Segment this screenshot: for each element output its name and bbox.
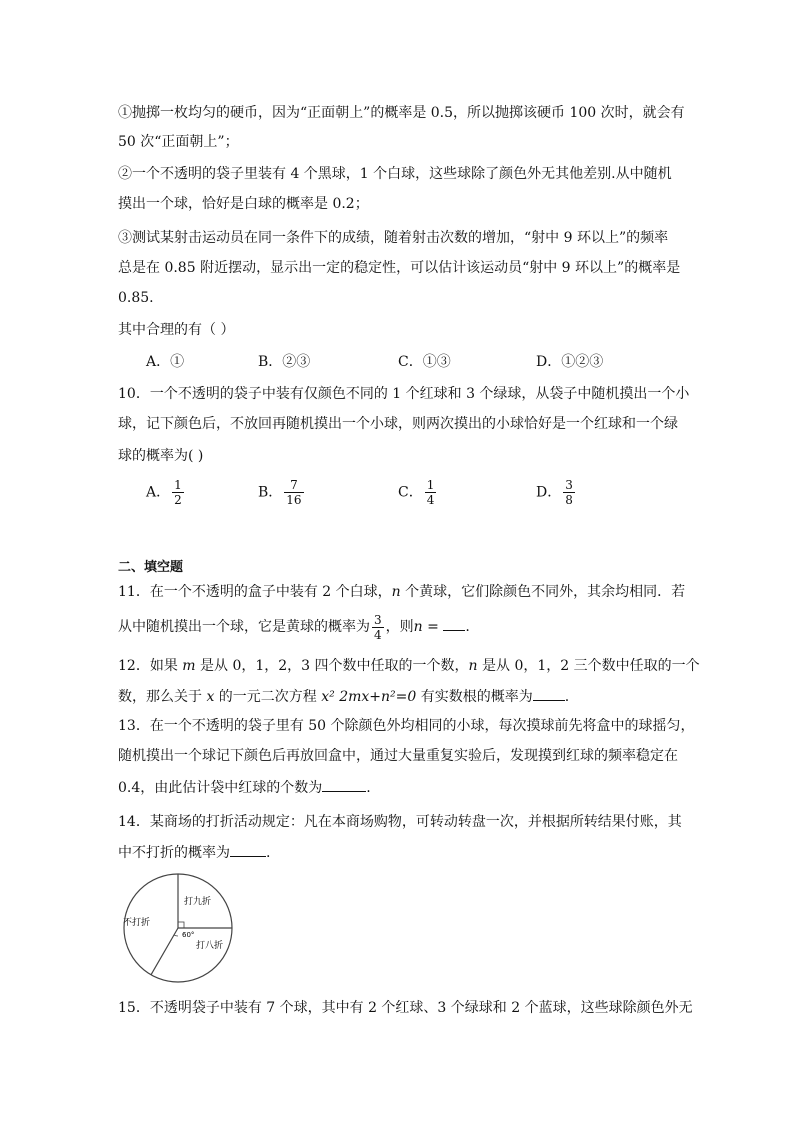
q12-text-d: 数，那么关于 bbox=[118, 689, 207, 705]
q12-text-b: 是从 0，1，2，3 四个数中任取的一个数， bbox=[195, 658, 469, 674]
q13-end: . bbox=[366, 780, 371, 796]
q12-answer-blank[interactable] bbox=[533, 686, 565, 701]
q10-option-b-num: 7 bbox=[284, 478, 303, 493]
q11-fraction bbox=[372, 613, 384, 642]
q11-var-n: n bbox=[391, 584, 401, 600]
q11-text-b: 个黄球，它们除颜色不同外，其余均相同．若 bbox=[400, 584, 686, 600]
q13-answer-blank[interactable] bbox=[322, 777, 366, 792]
q14-answer-blank[interactable] bbox=[230, 842, 266, 857]
q12-var-n: n bbox=[468, 658, 478, 674]
q10-line2: 球，记下颜色后，不放回再随机摸出一个小球，则两次摸出的小球恰好是一个红球和一个绿 bbox=[118, 416, 678, 432]
q10-option-d-label: D． bbox=[536, 484, 562, 501]
q9-option-b[interactable]: B．②③ bbox=[258, 354, 311, 370]
q11-text-a: 11．在一个不透明的盒子中装有 2 个白球， bbox=[118, 584, 392, 600]
q14-line2 bbox=[118, 842, 270, 863]
q10-line3: 球的概率为( ) bbox=[118, 448, 204, 464]
q9-s3-line3: 0.85. bbox=[118, 290, 154, 306]
wheel-label-90pct: 打九折 bbox=[184, 897, 212, 907]
q12-line1 bbox=[118, 656, 700, 676]
q10-option-c-num: 1 bbox=[426, 478, 435, 492]
discount-wheel-diagram bbox=[118, 870, 240, 986]
q10-option-c[interactable] bbox=[398, 478, 438, 507]
q13-line2: 随机摸出一个球记下颜色后再放回盒中，通过大量重复实验后，发现摸到红球的频率稳定在 bbox=[118, 748, 678, 764]
q12-end: . bbox=[564, 689, 570, 705]
wheel-label-no-discount: 不打折 bbox=[123, 918, 151, 928]
q10-option-d-fraction bbox=[563, 478, 575, 507]
section-heading-fill-in: 二、填空题 bbox=[118, 560, 184, 575]
q10-option-b[interactable] bbox=[258, 478, 306, 507]
q10-option-a[interactable] bbox=[146, 478, 186, 507]
q10-option-b-label: B． bbox=[258, 484, 283, 501]
q12-text-e: 的一元二次方程 bbox=[214, 689, 322, 705]
q10-option-c-fraction bbox=[425, 478, 437, 507]
q10-line1: 10．一个不透明的袋子中装有仅颜色不同的 1 个红球和 3 个绿球，从袋子中随机摸出一个小 bbox=[118, 386, 690, 402]
q11-answer-blank[interactable] bbox=[443, 616, 465, 631]
q10-option-d-den: 8 bbox=[565, 493, 573, 507]
q10-option-a-label: A． bbox=[146, 484, 171, 501]
angle-arc bbox=[174, 935, 178, 936]
q10-option-b-den: 16 bbox=[286, 493, 302, 507]
q11-line1 bbox=[118, 582, 685, 602]
q10-option-a-fraction bbox=[172, 478, 184, 507]
q12-var-m: m bbox=[182, 658, 196, 674]
q14-line1: 14．某商场的打折活动规定：凡在本商场购物，可转动转盘一次，并根据所转结果付账，其 bbox=[118, 814, 682, 830]
q11-line2 bbox=[118, 610, 470, 644]
q12-text-a: 12．如果 bbox=[118, 658, 183, 674]
q12-text-c: 是从 0，1，2 三个数中任取的一个 bbox=[477, 658, 700, 674]
q9-option-a[interactable]: A．① bbox=[146, 354, 185, 370]
wheel-label-80pct: 打八折 bbox=[196, 941, 224, 951]
q9-ask: 其中合理的有（ ） bbox=[118, 322, 235, 338]
q9-s1-line1: ①抛掷一枚均匀的硬币，因为“正面朝上”的概率是 0.5，所以抛掷该硬币 100 次时，就会有 bbox=[118, 105, 685, 121]
q13-line3 bbox=[118, 777, 371, 798]
right-angle-mark bbox=[178, 922, 184, 928]
q9-s3-line2: 总是在 0.85 附近摆动，显示出一定的稳定性，可以估计该运动员“射中 9 环以上”的概率是 bbox=[118, 260, 681, 276]
q11-text-d: ，则 bbox=[385, 619, 414, 635]
q10-option-d-num: 3 bbox=[565, 478, 573, 492]
wheel-angle-60: 60° bbox=[182, 931, 195, 939]
q15-line1: 15．不透明袋子中装有 7 个球，其中有 2 个红球、3 个绿球和 2 个蓝球，这些球除颜色外无 bbox=[118, 1000, 693, 1016]
q11-frac-num: 3 bbox=[374, 612, 382, 627]
q12-line2 bbox=[118, 686, 569, 707]
q13-text: 0.4，由此估计袋中红球的个数为 bbox=[118, 780, 323, 796]
q9-s2-line2: 摸出一个球，恰好是白球的概率是 0.2； bbox=[118, 196, 369, 212]
q11-text-c: 从中随机摸出一个球，它是黄球的概率为 bbox=[118, 619, 370, 635]
q12-var-x: x bbox=[206, 689, 215, 705]
q14-text: 中不打折的概率为 bbox=[118, 845, 230, 861]
q11-frac-den: 4 bbox=[374, 627, 382, 642]
q9-s1-line2: 50 次“正面朝上”； bbox=[118, 134, 239, 150]
q10-option-c-label: C． bbox=[398, 484, 423, 501]
q11-equals: = bbox=[422, 619, 444, 635]
q11-var-n2: n bbox=[413, 619, 423, 635]
q13-line1: 13．在一个不透明的袋子里有 50 个除颜色外均相同的小球，每次摸球前先将盒中的球摇匀， bbox=[118, 718, 695, 734]
q10-option-d[interactable] bbox=[536, 478, 577, 507]
q10-option-a-num: 1 bbox=[174, 478, 182, 492]
q10-option-a-den: 2 bbox=[174, 493, 182, 507]
q9-s3-line1: ③测试某射击运动员在同一条件下的成绩，随着射击次数的增加，“射中 9 环以上”的频率 bbox=[118, 230, 669, 246]
q9-option-d[interactable]: D．①②③ bbox=[536, 354, 604, 370]
q9-s2-line1: ②一个不透明的袋子里装有 4 个黑球，1 个白球，这些球除了颜色外无其他差别.从中随机 bbox=[118, 166, 672, 182]
q11-end: . bbox=[465, 619, 470, 635]
q10-option-c-den: 4 bbox=[426, 493, 435, 507]
q12-equation: x² 2mx+n²=0 bbox=[321, 689, 417, 705]
q14-end: . bbox=[266, 845, 271, 861]
q9-option-c[interactable]: C．①③ bbox=[398, 354, 451, 370]
wheel-divider-bottom bbox=[151, 928, 178, 975]
q12-text-f: 有实数根的概率为 bbox=[416, 689, 533, 705]
q10-option-b-fraction bbox=[284, 478, 303, 507]
